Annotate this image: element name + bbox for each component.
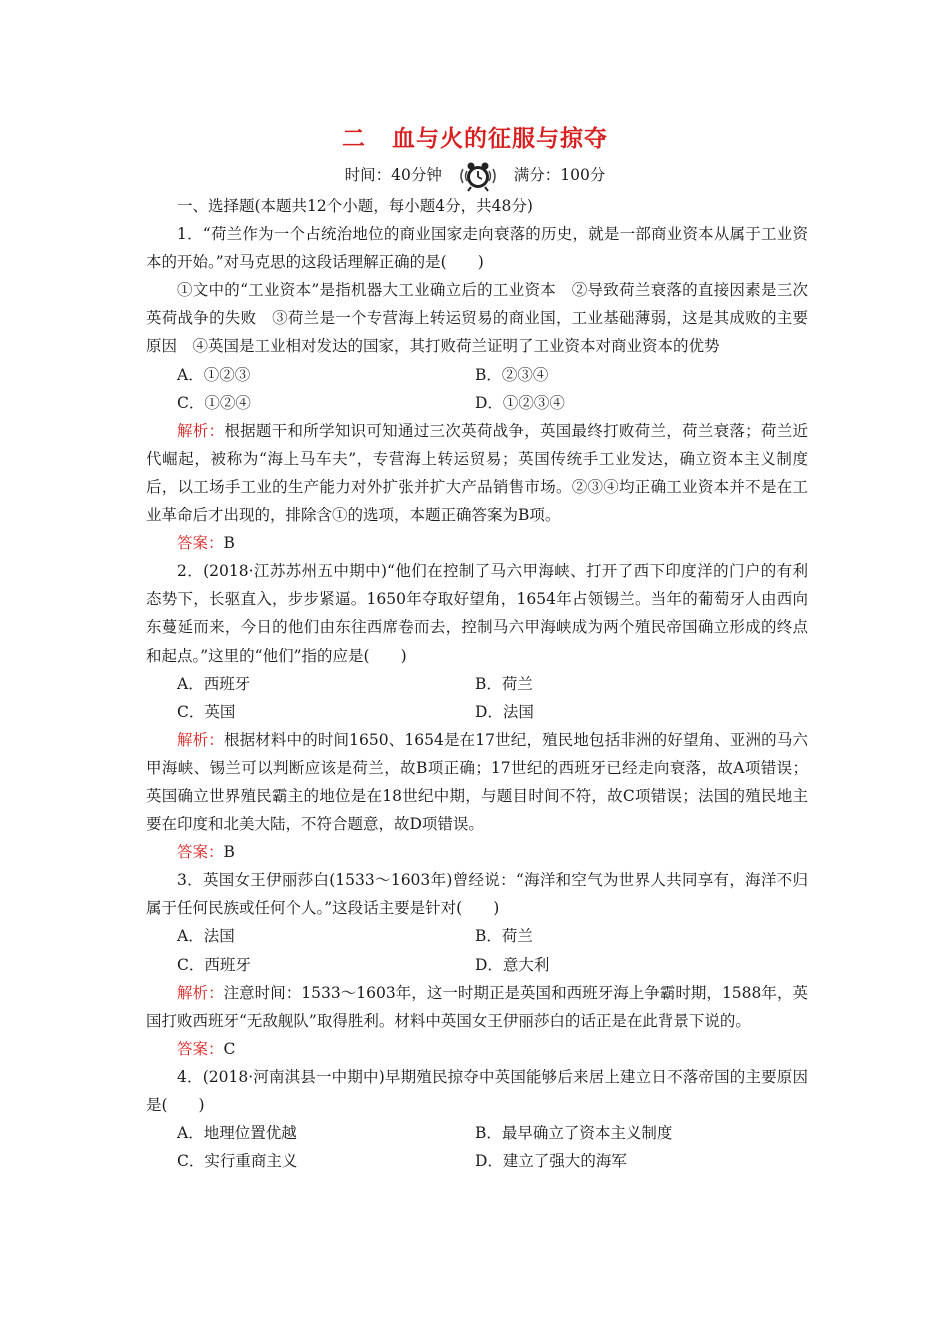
- analysis-label: 解析：: [177, 730, 224, 749]
- option-a: A．法国: [177, 927, 235, 946]
- options-row: [146, 698, 808, 726]
- answer-label: 答案：: [177, 1039, 224, 1058]
- answer-line: [146, 1035, 808, 1063]
- question-content: [146, 192, 808, 1175]
- question-statements: ①文中的“工业资本”是指机器大工业确立后的工业资本 ②导致荷兰衰落的直接因素是三次英荷战争的失败 ③荷兰是一个专营海上转运贸易的商业国，工业基础薄弱，这是其成败的主要原因 ④英国是工业相对发达的国家，其打败荷兰证明了工业资本对商业资本的优势: [146, 281, 808, 356]
- option-d: D．①②③④: [475, 393, 565, 412]
- analysis-label: 解析：: [177, 421, 225, 440]
- answer-value: B: [223, 534, 235, 553]
- page-title: [0, 120, 950, 153]
- option-c: C．实行重商主义: [177, 1152, 298, 1171]
- analysis-paragraph: [146, 726, 808, 838]
- option-a: A．地理位置优越: [177, 1124, 297, 1143]
- analysis-text: 注意时间：1533～1603年，这一时期正是英国和西班牙海上争霸时期，1588年，英国打败西班牙“无敌舰队”取得胜利。材料中英国女王伊丽莎白的话正是在此背景下说的。: [146, 983, 808, 1030]
- answer-label: 答案：: [177, 843, 224, 862]
- answer-line: [146, 838, 808, 866]
- option-a: A．西班牙: [177, 674, 251, 693]
- option-c: C．①②④: [177, 393, 251, 412]
- options-row: [146, 389, 808, 417]
- answer-value: B: [223, 843, 235, 862]
- answer-line: [146, 529, 808, 557]
- options-row: [146, 951, 808, 979]
- option-c: C．英国: [177, 702, 236, 721]
- answer-value: C: [223, 1039, 236, 1058]
- analysis-text: 根据题干和所学知识可知通过三次英荷战争，英国最终打败荷兰，荷兰衰落；荷兰近代崛起，被称为“海上马车夫”，专营海上转运贸易；英国传统手工业发达，确立资本主义制度后，以工场手工业的生产能力对外扩张并扩大产品销售市场。②③④均正确工业资本并不是在工业革命后才出现的，排除含①的选项，本题正确答案为B项。: [146, 421, 808, 525]
- option-d: D．意大利: [475, 955, 550, 974]
- option-b: B．②③④: [475, 365, 549, 384]
- question-stem: 4．(2018·河南淇县一中期中)早期殖民掠夺中英国能够后来居上建立日不落帝国的主要原因是( ): [146, 1067, 808, 1114]
- options-row: [146, 361, 808, 389]
- title-text: 血与火的征服与掠夺: [392, 126, 608, 152]
- options-row: [146, 670, 808, 698]
- option-d: D．建立了强大的海军: [475, 1152, 627, 1171]
- analysis-paragraph: [146, 417, 808, 529]
- option-b: B．最早确立了资本主义制度: [475, 1124, 673, 1143]
- analysis-label: 解析：: [177, 983, 224, 1002]
- option-d: D．法国: [475, 702, 534, 721]
- section-heading: 一、选择题(本题共12个小题，每小题4分，共48分): [177, 197, 533, 215]
- alarm-clock-icon: [455, 160, 501, 192]
- question-stem: 1．“荷兰作为一个占统治地位的商业国家走向衰落的历史，就是一部商业资本从属于工业资本的开始。”对马克思的这段话理解正确的是( ): [146, 225, 808, 272]
- options-row: [146, 1147, 808, 1175]
- option-a: A．①②③: [177, 365, 251, 384]
- options-row: [146, 922, 808, 950]
- option-b: B．荷兰: [475, 927, 533, 946]
- time-score-bar: [0, 160, 950, 192]
- option-b: B．荷兰: [475, 674, 533, 693]
- analysis-text: 根据材料中的时间1650、1654是在17世纪，殖民地包括非洲的好望角、亚洲的马六甲海峡、锡兰可以判断应该是荷兰，故B项正确；17世纪的西班牙已经走向衰落，故A项错误；英国确立世界殖民霸主的地位是在18世纪中期，与题目时间不符，故C项错误；法国的殖民地主要在印度和北美大陆，不符合题意，故D项错误。: [146, 730, 808, 834]
- question-stem: 3．英国女王伊丽莎白(1533～1603年)曾经说：“海洋和空气为世界人共同享有，海洋不归属于任何民族或任何个人。”这段话主要是针对( ): [146, 871, 808, 918]
- answer-label: 答案：: [177, 534, 224, 553]
- options-row: [146, 1119, 808, 1147]
- analysis-paragraph: [146, 979, 808, 1035]
- question-stem: 2．(2018·江苏苏州五中期中)“他们在控制了马六甲海峡、打开了西下印度洋的门户的有利态势下，长驱直入，步步紧逼。1650年夺取好望角，1654年占领锡兰。当年的葡萄牙人由西向东蔓延而来，今日的他们由东往西席卷而去，控制马六甲海峡成为两个殖民帝国确立形成的终点和起点。”这里的“他们”指的应是( ): [146, 562, 808, 665]
- option-c: C．西班牙: [177, 955, 251, 974]
- time-limit: 时间：40分钟: [344, 166, 442, 184]
- full-score: 满分：100分: [513, 166, 606, 184]
- title-number: 二: [342, 126, 366, 152]
